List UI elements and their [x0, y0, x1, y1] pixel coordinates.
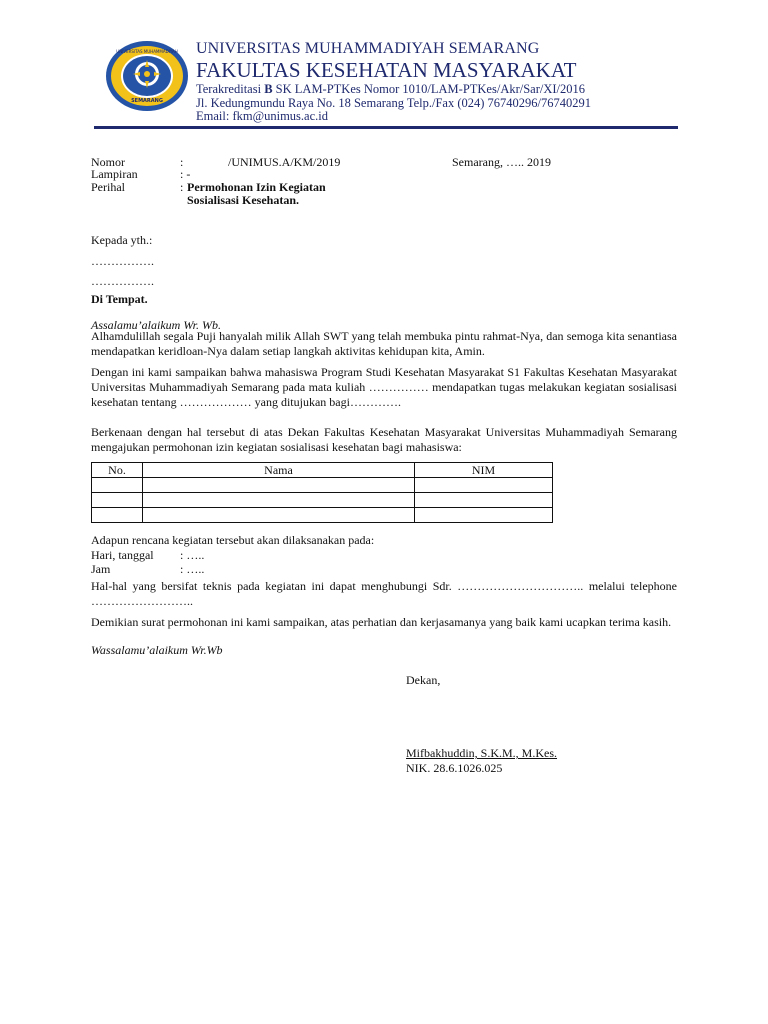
table-row [92, 508, 553, 523]
paragraph-2: Dengan ini kami sampaikan bahwa mahasiswa Program Studi Kesehatan Masyarakat S1 Fakultas Kesehatan Masyarakat Universitas Muhammadiyah Semarang pada mata kuliah …………… mendapatkan tugas melakukan kegiatan sosialisasi kesehatan tentang ……………… yang ditujukan bagi…………. [91, 365, 677, 409]
signature-title: Dekan, [406, 673, 441, 687]
table-header-nim: NIM [415, 463, 553, 478]
lampiran-label: Lampiran [91, 167, 138, 181]
nomor-value: /UNIMUS.A/KM/2019 [228, 155, 341, 169]
address-line: Jl. Kedungmundu Raya No. 18 Semarang Telp./Fax (024) 76740296/76740291 [196, 96, 592, 110]
logo-text-bottom: SEMARANG [131, 98, 163, 104]
table-row [92, 478, 553, 493]
salam-opening: Assalamu’alaikum Wr. Wb. [91, 318, 221, 332]
perihal-line1: Permohonan Izin Kegiatan [187, 180, 326, 194]
table-header-nama: Nama [143, 463, 415, 478]
university-name: UNIVERSITAS MUHAMMADIYAH SEMARANG [196, 40, 540, 57]
signature-name: Mifbakhuddin, S.K.M., M.Kes. [406, 746, 558, 760]
email-line: Email: fkm@unimus.ac.id [196, 109, 328, 123]
signature-nik: NIK. 28.6.1026.025 [406, 761, 503, 775]
table-cell [143, 493, 415, 508]
perihal-colon: : [180, 180, 184, 194]
table-row [92, 493, 553, 508]
table-cell [143, 508, 415, 523]
table-cell [415, 478, 553, 493]
university-seal-icon [105, 40, 189, 112]
lampiran-value: : - [180, 167, 191, 181]
recipient-kepada: Kepada yth.: [91, 233, 153, 247]
table-header-row [92, 463, 553, 478]
jam-label: Jam [91, 562, 111, 576]
perihal-label: Perihal [91, 180, 125, 194]
accreditation-prefix: Terakreditasi [196, 82, 265, 96]
accreditation-rest: SK LAM-PTKes Nomor 1010/LAM-PTKes/Akr/Sar/XI/2016 [272, 82, 586, 96]
recipient-di-tempat: Di Tempat. [91, 292, 148, 306]
faculty-name: FAKULTAS KESEHATAN MASYARAKAT [196, 58, 577, 82]
salam-closing: Wassalamu’alaikum Wr.Wb [91, 643, 223, 657]
table-cell [92, 493, 143, 508]
hari-label: Hari, tanggal [91, 548, 154, 562]
nomor-colon: : [180, 155, 184, 169]
closing-paragraph: Demikian surat permohonan ini kami sampaikan, atas perhatian dan kerjasamanya yang baik kami ucapkan terima kasih. [91, 615, 672, 629]
accreditation-grade: B [264, 82, 273, 96]
student-table [91, 462, 553, 523]
header-divider [94, 126, 678, 129]
logo-text-top: UNIVERSITAS MUHAMMADIYAH [116, 49, 178, 54]
accreditation-line [196, 82, 585, 96]
schedule-intro: Adapun rencana kegiatan tersebut akan dilaksanakan pada: [91, 533, 375, 547]
table-cell [143, 478, 415, 493]
recipient-line2: ……………. [91, 274, 154, 288]
nomor-label: Nomor [91, 155, 125, 169]
hari-value: : ….. [180, 548, 205, 562]
jam-value: : ….. [180, 562, 205, 576]
table-cell [92, 478, 143, 493]
table-header-no: No. [92, 463, 143, 478]
paragraph-1: Alhamdulillah segala Puji hanyalah milik Allah SWT yang telah membuka pintu rahmat-Nya, dan semoga kita senantiasa mendapatkan keridloan-Nya dalam setiap langkah aktivitas kehidupan kita, Amin. [91, 329, 677, 358]
paragraph-3: Berkenaan dengan hal tersebut di atas Dekan Fakultas Kesehatan Masyarakat Universitas Muhammadiyah Semarang mengajukan permohonan izin kegiatan sosialisasi kesehatan bagi mahasiswa: [91, 425, 677, 454]
place-date: Semarang, ….. 2019 [452, 155, 551, 169]
table-cell [415, 493, 553, 508]
contact-paragraph: Hal-hal yang bersifat teknis pada kegiatan ini dapat menghubungi Sdr. ………………………….. melalui telephone …………………….. [91, 579, 677, 608]
table-cell [92, 508, 143, 523]
table-cell [415, 508, 553, 523]
perihal-line2: Sosialisasi Kesehatan. [187, 193, 300, 207]
recipient-line1: ……………. [91, 254, 154, 268]
